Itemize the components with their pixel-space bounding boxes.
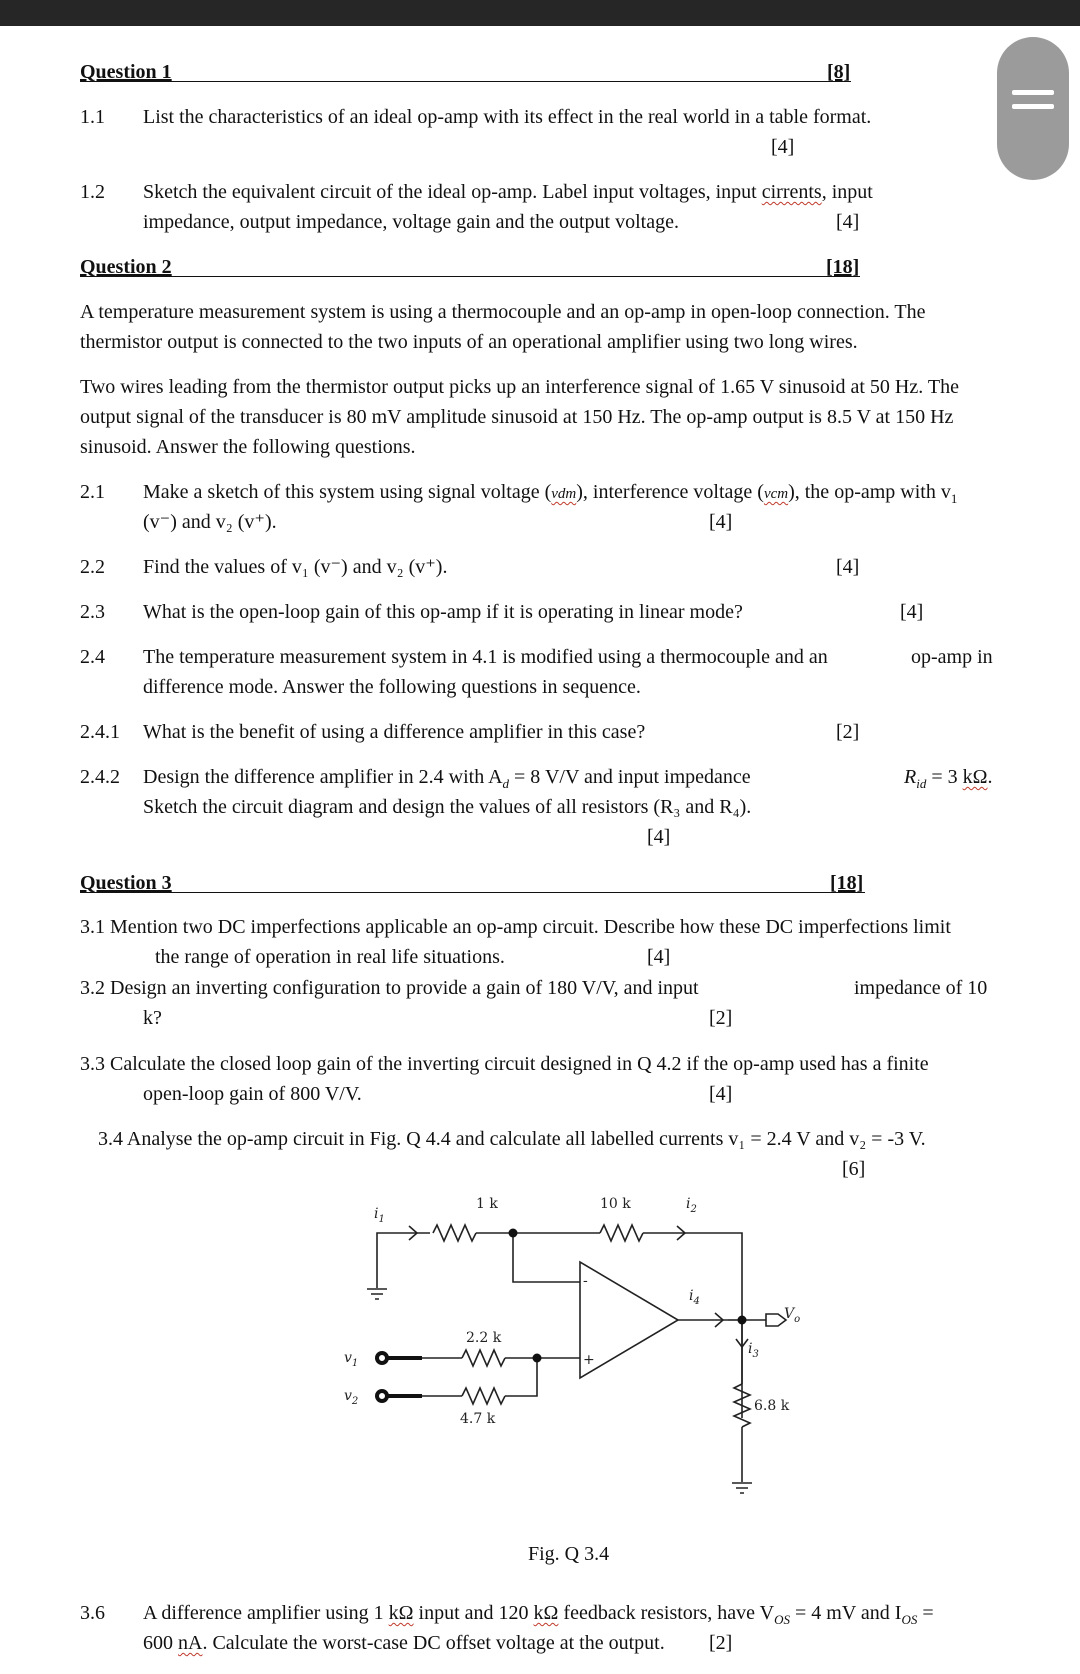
q3-3-marks: [4]: [709, 1083, 733, 1105]
q2-4-1-text: What is the benefit of using a difference amplifier in this case?: [143, 721, 646, 743]
q3-6-marks: [2]: [709, 1632, 733, 1654]
q2-4-1-marks: [2]: [836, 721, 860, 743]
q2-4-number: 2.4: [80, 646, 105, 668]
q2-1-marks: [4]: [709, 511, 733, 533]
q2-4-2-line1: Design the difference amplifier in 2.4 with $A_d = 8$ V/V and input impedance: [143, 766, 751, 791]
resistor-2-2k: [462, 1350, 505, 1366]
q1-2-line1: Sketch the equivalent circuit of the ideal op-amp. Label input voltages, input cirrents, input: [143, 181, 873, 203]
label-r1: 1 k: [476, 1196, 498, 1212]
label-i2: $i_2$: [686, 1196, 697, 1215]
grip-icon: [1012, 104, 1054, 109]
q2-4-2-impedance: $R_{id} = 3$ kΩ.: [904, 766, 993, 791]
q2-heading: Question 2: [80, 256, 172, 278]
label-plus: +: [583, 1352, 595, 1368]
q3-3-line1: 3.3 Calculate the closed loop gain of the inverting circuit designed in Q 4.2 if the op-amp used has a finite: [80, 1053, 929, 1075]
q2-2-marks: [4]: [836, 556, 860, 578]
q2-4-2-marks: [4]: [647, 826, 671, 848]
q2-4-1-number: 2.4.1: [80, 721, 120, 743]
q3-heading: Question 3: [80, 872, 172, 894]
q2-3-text: What is the open-loop gain of this op-amp if it is operating in linear mode?: [143, 601, 743, 623]
q2-4-2-line2: Sketch the circuit diagram and design the values of all resistors (R₃ and R₄).: [143, 796, 752, 818]
q2-1-number: 2.1: [80, 481, 105, 503]
q1-2-number: 1.2: [80, 181, 105, 203]
q1-1-marks: [4]: [771, 136, 795, 158]
q2-2-text: Find the values of v₁ (v⁻) and v₂ (v⁺).: [143, 556, 448, 578]
label-vo: $V_o$: [784, 1306, 801, 1325]
q2-1-line2: (v⁻) and v₂ (v⁺).: [143, 511, 277, 533]
q1-1-text: List the characteristics of an ideal op-amp with its effect in the real world in a table format.: [143, 106, 872, 128]
label-v2: $v_2$: [344, 1388, 359, 1407]
q2-1-line1: Make a sketch of this system using signal voltage (vdm), interference voltage (vcm), the op-amp with $v_1$: [143, 481, 958, 506]
q3-rule: [80, 892, 865, 893]
q3-2-line1: 3.2 Design an inverting configuration to provide a gain of 180 V/V, and input: [80, 977, 699, 999]
q2-para2-line3: sinusoid. Answer the following questions.: [80, 436, 416, 458]
q2-4-line1-end: op-amp in: [911, 646, 993, 668]
q2-marks: [18]: [826, 256, 860, 278]
q1-marks: [8]: [827, 61, 851, 83]
q2-4-line1: The temperature measurement system in 4.1 is modified using a thermocouple and an: [143, 646, 828, 668]
label-r2: 10 k: [600, 1196, 631, 1212]
q2-rule: [80, 276, 860, 277]
q1-2-marks: [4]: [836, 211, 860, 233]
q3-2-line1-end: impedance of 10: [854, 977, 988, 999]
q2-4-line2: difference mode. Answer the following questions in sequence.: [143, 676, 641, 698]
q2-3-number: 2.3: [80, 601, 105, 623]
q3-1-line2: the range of operation in real life situations.: [155, 946, 505, 968]
circuit-diagram: [330, 1190, 830, 1520]
q3-1-marks: [4]: [647, 946, 671, 968]
label-minus: -: [583, 1273, 588, 1289]
q3-2-marks: [2]: [709, 1007, 733, 1029]
q3-4-line1: 3.4 Analyse the op-amp circuit in Fig. Q 4.4 and calculate all labelled currents v₁ = 2.4 V and v₂ = -3 V.: [98, 1128, 926, 1150]
q3-6-line1: A difference amplifier using 1 kΩ input and 120 kΩ feedback resistors, have $V_{OS} = 4$ mV and $I_{OS}$ =: [143, 1602, 934, 1627]
q2-para1-line1: A temperature measurement system is using a thermocouple and an op-amp in open-loop connection. The: [80, 301, 926, 323]
label-r3: 2.2 k: [466, 1330, 502, 1346]
q3-3-line2: open-loop gain of 800 V/V.: [143, 1083, 362, 1105]
q2-para1-line2: thermistor output is connected to the two inputs of an operational amplifier using two long wires.: [80, 331, 858, 353]
q1-2-line2: impedance, output impedance, voltage gain and the output voltage.: [143, 211, 679, 233]
q1-heading: Question 1: [80, 61, 172, 83]
q3-4-marks: [6]: [842, 1158, 866, 1180]
resistor-10k: [600, 1225, 643, 1241]
resistor-1k: [433, 1225, 476, 1241]
q3-2-line2: k?: [143, 1007, 162, 1029]
q2-2-number: 2.2: [80, 556, 105, 578]
q2-para2-line2: output signal of the transducer is 80 mV amplitude sinusoid at 150 Hz. The op-amp output is 8.5 V at 150 Hz: [80, 406, 954, 428]
q3-1-line1: 3.1 Mention two DC imperfections applicable an op-amp circuit. Describe how these DC imperfections limit: [80, 916, 951, 938]
q1-rule: [80, 81, 851, 82]
label-i3: $i_3$: [748, 1341, 759, 1360]
resistor-4-7k: [462, 1388, 505, 1404]
q3-6-line2: 600 nA. Calculate the worst-case DC offset voltage at the output.: [143, 1632, 665, 1654]
grip-icon: [1012, 90, 1054, 95]
label-v1: $v_1$: [344, 1350, 359, 1369]
label-i1: $i_1$: [374, 1206, 385, 1225]
q2-para2-line1: Two wires leading from the thermistor output picks up an interference signal of 1.65 V sinusoid at 50 Hz. The: [80, 376, 959, 398]
label-r5: 6.8 k: [754, 1398, 790, 1414]
q3-marks: [18]: [830, 872, 864, 894]
label-r4: 4.7 k: [460, 1411, 496, 1427]
q1-1-number: 1.1: [80, 106, 105, 128]
spelling-flag[interactable]: cirrents: [761, 181, 822, 203]
top-bar: [0, 0, 1080, 26]
q3-6-number: 3.6: [80, 1602, 105, 1624]
q2-3-marks: [4]: [900, 601, 924, 623]
q2-4-2-number: 2.4.2: [80, 766, 120, 788]
scroll-handle[interactable]: [997, 37, 1069, 180]
figure-caption: Fig. Q 3.4: [528, 1543, 610, 1565]
label-i4: $i_4$: [689, 1288, 700, 1307]
